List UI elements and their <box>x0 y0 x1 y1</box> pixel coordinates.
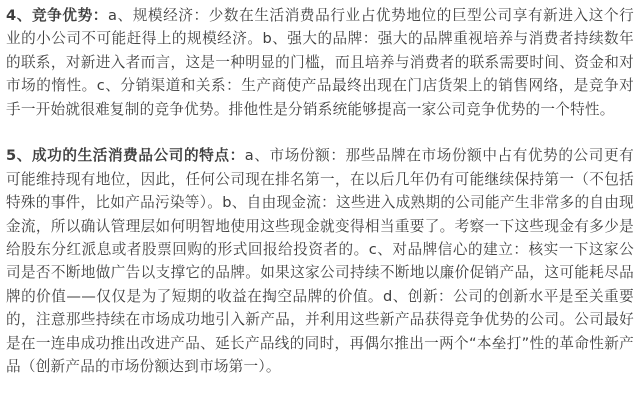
section-text-success-traits: a、市场份额：那些品牌在市场份额中占有优势的公司更有可能维持现有地位，因此，任何公司现在排名第一，在以后几年仍有可能继续保持第一（不包括特殊的事件，比如产品污染等）。b、自由现金流：这些进入成熟期的公司能产生非常多的自由现金流，所以确认管理层如何明智地使用这些现金就变得相当重要了。考察一下这些现金有多少是给股东分红派息或者股票回购的形式回报给投资者的。c、对品牌信心的建立：核实一下这家公司是否不断地做广告以支撑它的品牌。如果这家公司持续不断地以廉价促销产品，这可能耗尽品牌的价值——仅仅是为了短期的收益在掏空品牌的价值。d、创新：公司的创新水平是至关重要的，注意那些持续在市场成功地引入新产品，并利用这些新产品获得竞争优势的公司。公司最好是在一连串成功推出改进产品、延长产品线的同时，再偶尔推出一两个“本垒打”性的革命性新产品（创新产品的市场份额达到市场第一）。 <box>6 147 634 376</box>
paragraph-success-traits <box>6 144 634 378</box>
section-heading-success-traits: 5、成功的生活消费品公司的特点： <box>6 147 245 165</box>
section-heading-competitive-advantage: 4、竞争优势： <box>6 7 108 24</box>
section-text-competitive-advantage: a、规模经济：少数在生活消费品行业占优势地位的巨型公司享有新进入这个行业的小公司不可能赶得上的规模经济。b、强大的品牌：强大的品牌重视培养与消费者持续数年的联系，对新进入者而言，这是一种明显的门槛，而且培养与消费者的联系需要时间、资金和对市场的惰性。c、分销渠道和关系：生产商使产品最终出现在门店货架上的销售网络，是竞争对手一开始就很难复制的竞争优势。排他性是分销系统能够提高一家公司竞争优势的一个特性。 <box>6 7 634 118</box>
paragraph-competitive-advantage <box>6 4 634 121</box>
